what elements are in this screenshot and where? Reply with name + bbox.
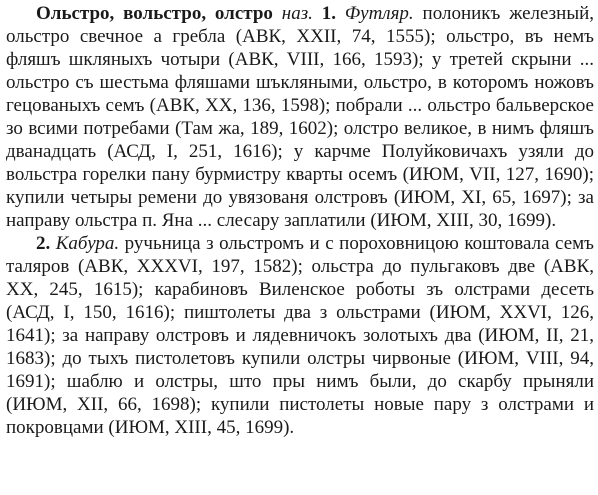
dictionary-entry <box>6 2 594 439</box>
part-of-speech-abbr: наз. <box>281 3 313 24</box>
sense-1-number: 1. <box>321 3 336 24</box>
sense-2-text: ручьница з ольстромъ и с пороховницою коштовала семъ таляров (АВК, XXXVI, 197, 1582); ольстра до пульгаковъ две (АВК, XX, 245, 1615); карабиновъ Виленское роботы зъ олстрами десеть (АСД, I, 150, 1616); пиштолеты два з ольстрами (ИЮМ, XXVI, 126, 1641); за направу олстровъ и лядевничокъ золотыхъ два (ИЮМ, II, 21, 1683); до тыхъ пистолетовъ купили олстры чирвоные (ИЮМ, VIII, 94, 1691); шаблю и олстры, што пры нимъ были, до скарбу прыняли (ИЮМ, XII, 66, 1698); купили пистолеты новые пару з олстрами и покровцами (ИЮМ, XIII, 45, 1699). <box>6 233 594 438</box>
sense-1-paragraph <box>6 2 594 232</box>
headword: Ольстро, вольстро, олстро <box>36 3 273 24</box>
sense-2-gloss: Кабура. <box>55 233 120 254</box>
sense-1-text: полоникъ железный, ольстро свечное а гребла (АВК, XXII, 74, 1555); ольстро, въ немъ фляшъ шкляныхъ чотыри (АВК, VIII, 166, 1593); у третей скрыни ... ольстро съ шестьма фляшами шъкляными, ольстро, в которомъ ножовъ гецованыхъ семъ (АВК, XX, 136, 1598); побрали ... ольстро бальверское зо всими потребами (Там жа, 189, 1602); олстро великое, в нимъ фляшъ дванадцать (АСД, I, 251, 1616); у карчме Полуйковичахъ узяли до вольстра горелки пану бурмистру кварты осемъ (ИЮМ, VII, 127, 1690); купили четыры ремени до увязованя олстровъ (ИЮМ, XI, 65, 1697); за направу ольстра п. Яна ... слесару заплатили (ИЮМ, XIII, 30, 1699). <box>6 3 595 231</box>
sense-2-number: 2. <box>36 233 51 254</box>
sense-2-paragraph <box>6 232 594 439</box>
sense-1-gloss: Футляр. <box>344 3 414 24</box>
